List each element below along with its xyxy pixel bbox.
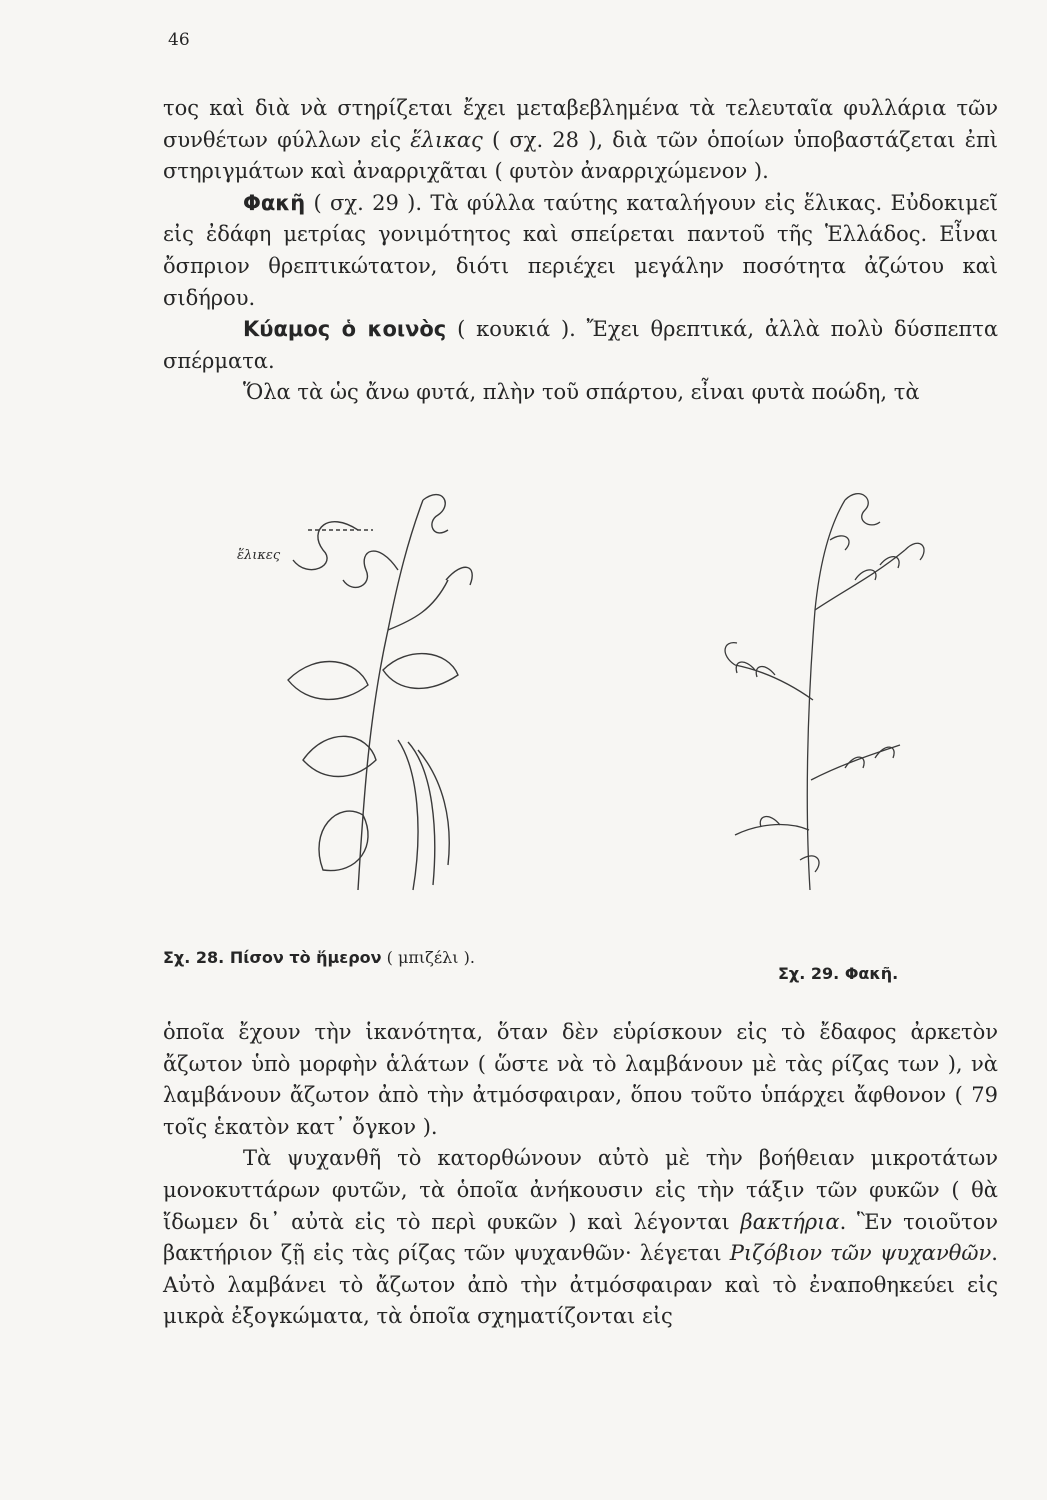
body-text-bottom [163, 1017, 998, 1333]
pea-plant-illustration [248, 470, 498, 900]
paragraph-bacteria: Τὰ ψυχανθῆ τὸ κατορθώνουν αὐτὸ μὲ τὴν βοήθειαν μικροτάτων μονοκυττάρων φυτῶν, τὰ ὁποῖα ἀνήκουσιν εἰς τὴν τάξιν τῶν φυκῶν ( θὰ ἴδωμεν δι᾽ αὐτὰ εἰς τὸ περὶ φυκῶν ) καὶ λέγονται βακτήρια. Ἓν τοιοῦτον βακτήριον ζῇ εἰς τὰς ρίζας τῶν ψυχανθῶν· λέγεται Ριζόβιον τῶν ψυχανθῶν. Αὐτὸ λαμβάνει τὸ ἄζωτον ἀπὸ τὴν ἀτμόσφαιραν καὶ τὸ ἐναποθηκεύει εἰς μικρὰ ἐξογκώματα, τὰ ὁποῖα σχηματίζονται εἰς [163, 1146, 998, 1329]
page-number: 46 [168, 30, 190, 50]
paragraph-broad-bean: Κύαμος ὁ κοινὸς ( κουκιά ). Ἔχει θρεπτικά, ἀλλὰ πολὺ δύσπεπτα σπέρματα. [163, 317, 998, 373]
figure-28-caption: Σχ. 28. Πίσον τὸ ἥμερον ( μπιζέλι ). [163, 948, 475, 967]
tendrils-label: ἕλικες [237, 548, 281, 563]
body-text-top [163, 93, 998, 409]
broad-bean-heading: Κύαμος ὁ κοινὸς [243, 317, 447, 342]
paragraph-nitrogen: ὁποῖα ἔχουν τὴν ἱκανότητα, ὅταν δὲν εὑρίσκουν εἰς τὸ ἔδαφος ἀρκετὸν ἄζωτον ὑπὸ μορφὴν ἁλάτων ( ὥστε νὰ τὸ λαμβάνουν μὲ τὰς ρίζας των ), νὰ λαμβάνουν ἄζωτον ἀπὸ τὴν ἀτμόσφαιραν, ὅπου τοῦτο ὑπάρχει ἄφθονον ( 79 τοῖς ἑκατὸν κατ᾽ ὄγκον ). [163, 1020, 998, 1139]
paragraph-continuation: τος καὶ διὰ νὰ στηρίζεται ἔχει μεταβεβλημένα τὰ τελευταῖα φυλλάρια τῶν συνθέτων φύλλων εἰς ἕλικας ( σχ. 28 ), διὰ τῶν ὁποίων ὑποβαστάζεται ἐπὶ στηριγμάτων καὶ ἀναρριχᾶται ( φυτὸν ἀναρριχώμενον ). [163, 96, 999, 184]
paragraph-lentil: Φακῆ ( σχ. 29 ). Τὰ φύλλα ταύτης καταλήγουν εἰς ἕλικας. Εὐδοκιμεῖ εἰς ἐδάφη μετρίας γονιμότητος καὶ σπείρεται παντοῦ τῆς Ἑλλάδος. Εἶναι ὄσπριον θρεπτικώτατον, διότι περιέχει μεγάλην ποσότητα ἀζώτου καὶ σιδήρου. [163, 190, 998, 310]
lentil-heading: Φακῆ [243, 190, 306, 215]
lentil-plant-illustration [705, 480, 935, 900]
paragraph-legumes-intro: Ὅλα τὰ ὡς ἄνω φυτά, πλὴν τοῦ σπάρτου, εἶναι φυτὰ ποώδη, τὰ [243, 380, 920, 405]
figure-29-caption: Σχ. 29. Φακῆ. [778, 964, 899, 983]
